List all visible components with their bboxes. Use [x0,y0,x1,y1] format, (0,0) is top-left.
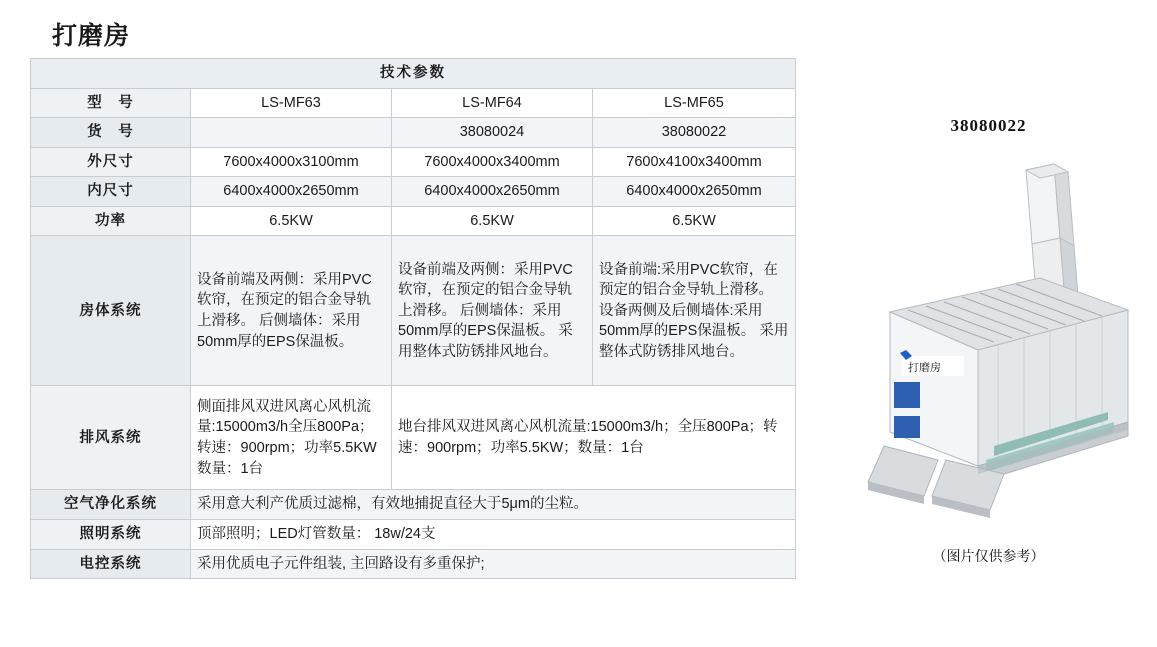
air-purification-value: 采用意大利产优质过滤棉，有效地捕捉直径大于5μm的尘粒。 [191,490,796,520]
electric-control-value: 采用优质电子元件组装, 主回路设有多重保护; [191,549,796,579]
power-value-1: 6.5KW [191,206,392,236]
table-row [31,88,796,118]
table-row [31,236,796,386]
outer-size-value-3: 7600x4100x3400mm [593,147,796,177]
row-label-room-system: 房体系统 [31,236,191,386]
model-value-1: LS-MF63 [191,88,392,118]
itemno-value-1 [191,118,392,148]
image-pane [820,0,1157,647]
exhaust-system-value-1: 侧面排风双进风离心风机流量:15000m3/h全压800Pa；转速：900rpm；功率5.5KW数量：1台 [191,386,392,490]
lighting-value: 顶部照明；LED灯管数量： 18w/24支 [191,520,796,550]
table-row [31,206,796,236]
itemno-value-2: 38080024 [392,118,593,148]
row-label-power: 功率 [31,206,191,236]
row-label-exhaust-system: 排风系统 [31,386,191,490]
table-header-title: 技术参数 [31,59,796,89]
outer-size-value-2: 7600x4000x3400mm [392,147,593,177]
inner-size-value-2: 6400x4000x2650mm [392,177,593,207]
room-system-value-2: 设备前端及两侧：采用PVC软帘，在预定的铝合金导轨上滑移。 后侧墙体：采用50mm厚的EPS保温板。 采用整体式防锈排风地台。 [392,236,593,386]
inner-size-value-1: 6400x4000x2650mm [191,177,392,207]
power-value-3: 6.5KW [593,206,796,236]
row-label-air-purification: 空气净化系统 [31,490,191,520]
row-label-model: 型 号 [31,88,191,118]
table-row [31,520,796,550]
brand-text: 打磨房 [908,362,941,374]
product-code: 38080022 [950,116,1027,135]
room-system-value-3: 设备前端:采用PVC软帘，在预定的铝合金导轨上滑移。 设备两侧及后侧墙体:采用50mm厚的EPS保温板。 采用整体式防锈排风地台。 [593,236,796,386]
itemno-value-3: 38080022 [593,118,796,148]
image-caption: （图片仅供参考） [932,548,1045,564]
table-row [31,549,796,579]
table-row [31,386,796,490]
model-value-2: LS-MF64 [392,88,593,118]
room-system-value-1: 设备前端及两侧：采用PVC软帘，在预定的铝合金导轨上滑移。 后侧墙体：采用50mm厚的EPS保温板。 [191,236,392,386]
table-row [31,177,796,207]
row-label-electric-control: 电控系统 [31,549,191,579]
row-label-lighting: 照明系统 [31,520,191,550]
model-value-3: LS-MF65 [593,88,796,118]
inner-size-value-3: 6400x4000x2650mm [593,177,796,207]
table-row [31,147,796,177]
table-row [31,118,796,148]
page-title: 打磨房 [52,22,131,50]
spec-table [30,58,796,579]
row-label-inner-size: 内尺寸 [31,177,191,207]
outer-size-value-1: 7600x4000x3100mm [191,147,392,177]
product-illustration [828,160,1148,530]
power-value-2: 6.5KW [392,206,593,236]
exhaust-system-value-2: 地台排风双进风离心风机流量:15000m3/h；全压800Pa；转速：900rpm；功率5.5KW；数量：1台 [392,386,796,490]
row-label-itemno: 货 号 [31,118,191,148]
row-label-outer-size: 外尺寸 [31,147,191,177]
table-row [31,490,796,520]
table-header-row [31,59,796,89]
